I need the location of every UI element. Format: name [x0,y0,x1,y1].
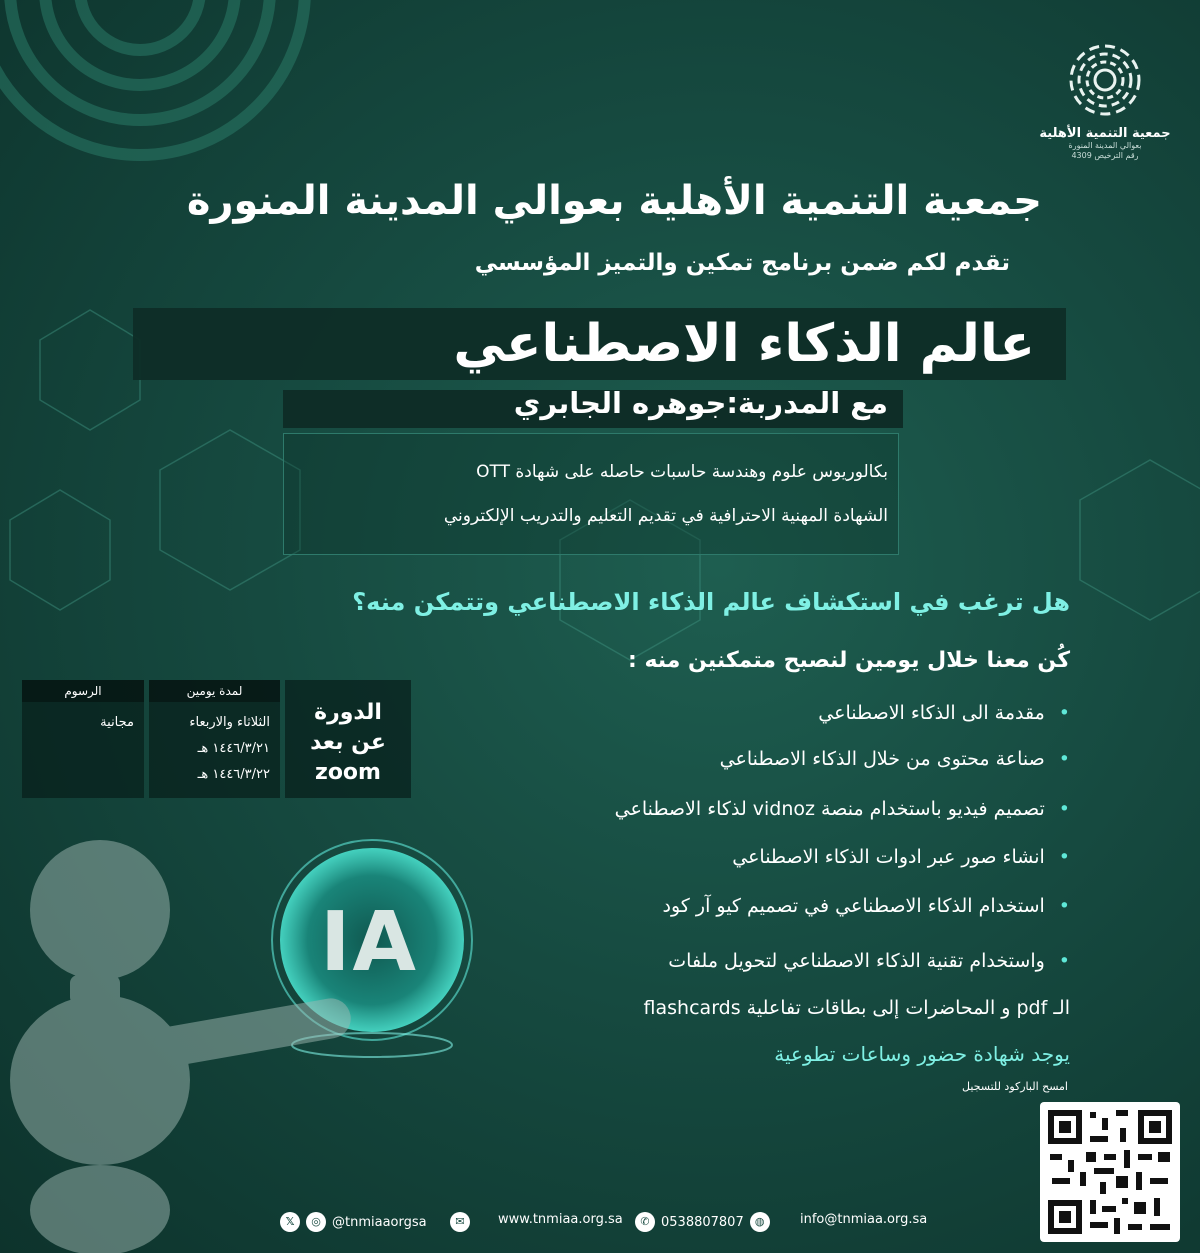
topic-item: •صناعة محتوى من خلال الذكاء الاصطناعي [719,748,1070,770]
phone-number[interactable]: 0538807807 [661,1214,744,1230]
qr-code-icon [1040,1102,1180,1242]
bullet-icon: • [1058,846,1070,868]
bullet-icon: • [1058,950,1070,972]
topic-item: •تصميم فيديو باستخدام منصة vidnoz لذكاء الاصطناعي [614,798,1070,820]
logo-name: جمعية التنمية الأهلية [1039,126,1171,141]
bullet-icon: • [1058,798,1070,820]
bullet-icon: • [1058,748,1070,770]
fees-box [22,680,144,798]
bullet-icon: • [1058,702,1070,724]
globe-icon: ◍ [750,1212,770,1232]
question-heading: هل ترغب في استكشاف عالم الذكاء الاصطناعي وتتمكن منه؟ [352,588,1070,616]
email-icon: ✉ [450,1212,470,1232]
bullet-icon: • [1058,895,1070,917]
certificate-note: يوجد شهادة حضور وساعات تطوعية [774,1042,1070,1066]
x-twitter-icon[interactable]: 𝕏 [280,1212,300,1232]
course-mode-line: عن بعد [310,730,386,755]
logo-emblem-icon [1065,40,1145,120]
logo-license: رقم الترخيص 4309 [1071,150,1139,160]
logo [1035,40,1175,165]
topic-item: •واستخدام تقنية الذكاء الاصطناعي لتحويل ملفات [668,950,1070,972]
topic-item: •استخدام الذكاء الاصطناعي في تصميم كيو آر كود [662,895,1070,917]
course-date: ١٤٤٦/٣/٢٢ هـ [197,767,270,782]
email-address[interactable]: info@tnmiaa.org.sa [800,1212,928,1227]
trainer-name: مع المدربة:جوهره الجابري [513,386,888,420]
duration-box [149,680,280,798]
page-title: جمعية التنمية الأهلية بعوالي المدينة المنورة [186,178,1042,224]
social-handle[interactable]: @tnmiaaorgsa [332,1214,427,1230]
trainer-bio-box [283,433,899,555]
phone-icon: ✆ [635,1212,655,1232]
course-mode-line: الدورة [314,700,382,725]
topic-item: •مقدمة الى الذكاء الاصطناعي [818,702,1070,724]
topic-item-continuation: الـ pdf و المحاضرات إلى بطاقات تفاعلية flashcards [643,997,1070,1019]
qr-code[interactable] [1040,1102,1180,1242]
footer [270,1200,940,1245]
topic-item: •انشاء صور عبر ادوات الذكاء الاصطناعي [732,846,1070,868]
website-link[interactable]: www.tnmiaa.org.sa [498,1212,623,1227]
course-mode-box [285,680,411,798]
course-title: عالم الذكاء الاصطناعي [453,314,1035,374]
zoom-label: zoom [315,760,381,785]
instagram-icon[interactable]: ◎ [306,1212,326,1232]
trainer-bio-line: الشهادة المهنية الاحترافية في تقديم التعليم والتدريب الإلكتروني [443,506,888,526]
page-subtitle: تقدم لكم ضمن برنامج تمكين والتميز المؤسسي [474,250,1010,276]
fees-value: مجانية [100,715,134,730]
course-date: ١٤٤٦/٣/٢١ هـ [197,741,270,756]
fees-label: الرسوم [22,680,144,702]
duration-label: لمدة يومين [149,680,280,702]
logo-subtitle: بعوالي المدينة المنورة [1068,141,1142,150]
intro-text: كُن معنا خلال يومين لنصبح متمكنين منه : [628,648,1070,673]
ia-orb-label: IA [320,895,418,990]
qr-label: امسح الباركود للتسجيل [962,1080,1068,1093]
trainer-bio-line: بكالوريوس علوم وهندسة حاسبات حاصله على شهادة OTT [476,462,888,482]
course-days: الثلاثاء والاربعاء [189,715,270,730]
